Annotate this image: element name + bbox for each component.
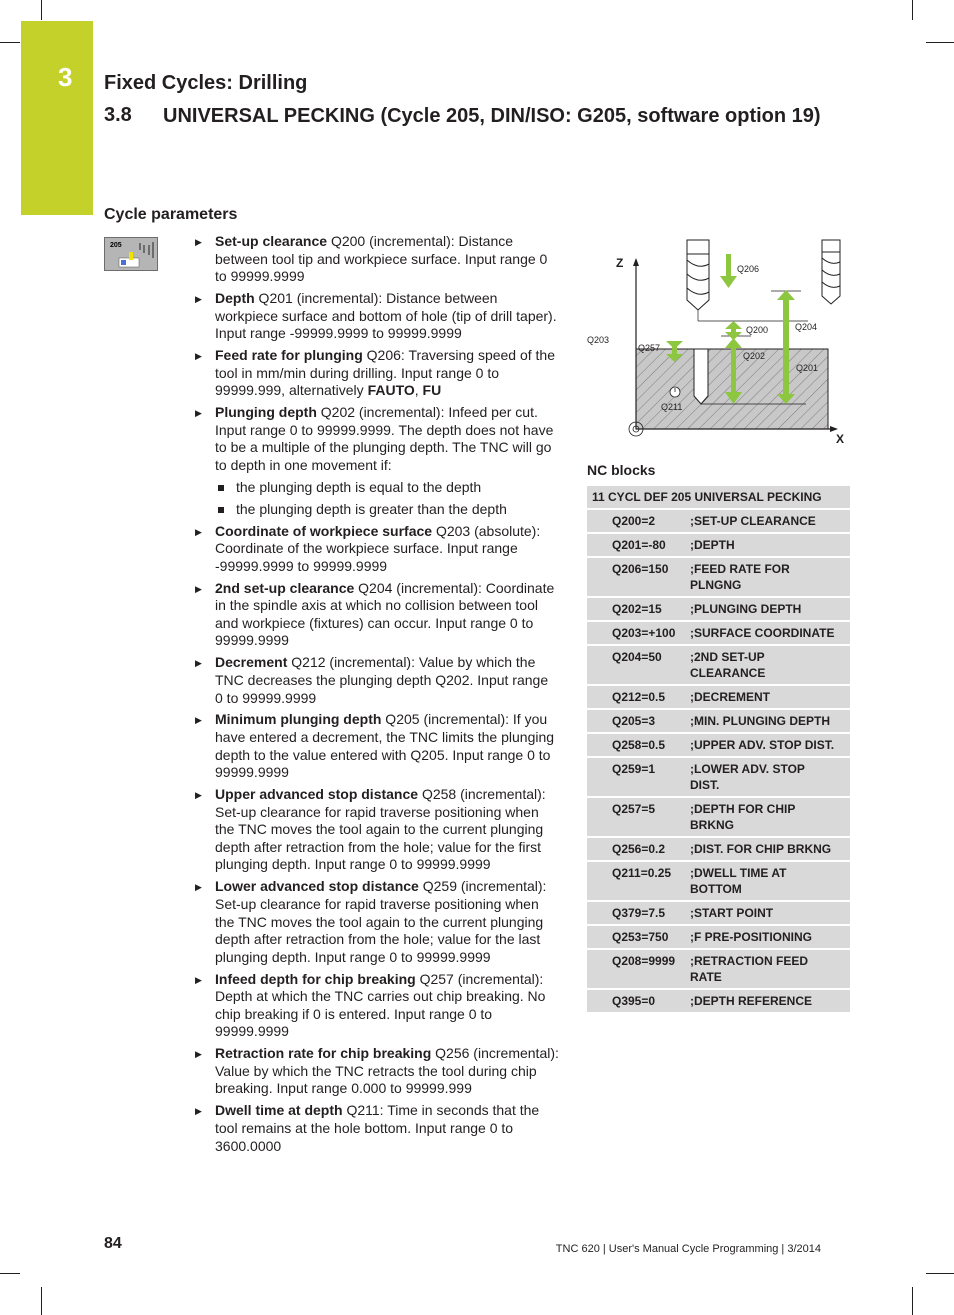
param-desc: Q257 (incremental): Depth at which the TNC carries out chip breaking. No chip breaking if 0 is entered. Input range 0 to 99999.9999 — [215, 970, 546, 1040]
nc-desc: ;DEPTH — [686, 533, 850, 557]
cycle-parameters-heading: Cycle parameters — [104, 206, 238, 223]
param-desc: Q204 (incremental): Coordinate in the spindle axis at which no collision between tool and workpiece (fixtures) can occur. Input range 0 to 99999.9999 — [215, 579, 555, 649]
nc-code: Q395=0 — [587, 989, 686, 1013]
table-row — [587, 901, 850, 925]
param-name: Coordinate of workpiece surface — [215, 522, 433, 539]
table-header-row — [587, 486, 850, 509]
crop-mark — [41, 0, 42, 20]
param-name: Feed rate for plunging — [215, 347, 363, 364]
param-desc: Q201 (incremental): Distance between workpiece surface and bottom of hole (tip of drill taper). Input range -99999.9999 to 99999.9999 — [215, 290, 557, 342]
table-row — [587, 597, 850, 621]
table-row — [587, 837, 850, 861]
param-item — [193, 1102, 559, 1155]
nc-code: Q202=15 — [587, 597, 686, 621]
table-header: 11 CYCL DEF 205 UNIVERSAL PECKING — [587, 486, 850, 509]
table-row — [587, 861, 850, 901]
param-desc: Q200 (incremental): Distance between tool tip and workpiece surface. Input range 0 to 99999.9999 — [215, 233, 548, 285]
crop-mark — [0, 1273, 20, 1274]
condition-list — [215, 479, 559, 519]
nc-desc: ;FEED RATE FOR PLNGNG — [686, 557, 850, 597]
param-item — [193, 786, 559, 874]
nc-blocks-table — [587, 486, 850, 1014]
nc-code: Q205=3 — [587, 709, 686, 733]
z-axis-label: Z — [616, 256, 624, 270]
param-desc: Q203 (absolute): Coordinate of the workpiece surface. Input range -99999.9999 to 99999.9999 — [215, 522, 541, 574]
nc-desc: ;DWELL TIME AT BOTTOM — [686, 861, 850, 901]
param-name: Dwell time at depth — [215, 1102, 343, 1119]
section-title: UNIVERSAL PECKING (Cycle 205, DIN/ISO: G205, software option 19) — [163, 105, 821, 127]
param-desc: Q258 (incremental): Set-up clearance for rapid traverse positioning when the TNC moves the tool again to the current plunging depth after retraction from the hole; value for the first plunging depth. Input range 0 to 99999.9999 — [215, 786, 546, 873]
nc-code: Q201=-80 — [587, 533, 686, 557]
nc-desc: ;F PRE-POSITIONING — [686, 925, 850, 949]
condition-item: the plunging depth is equal to the depth — [215, 479, 559, 497]
nc-desc: ;SURFACE COORDINATE — [686, 621, 850, 645]
chapter-number: 3 — [58, 62, 73, 92]
label-q257: Q257 — [638, 343, 661, 353]
nc-code: Q211=0.25 — [587, 861, 686, 901]
param-desc: Q202 (incremental): Infeed per cut. Input range 0 to 99999.9999. The depth does not have to be a multiple of the plunging depth. The TNC will go to depth in one movement if: — [215, 404, 554, 474]
z-axis-arrow-icon — [633, 258, 639, 266]
label-q202: Q202 — [743, 351, 766, 361]
nc-desc: ;DECREMENT — [686, 685, 850, 709]
table-row — [587, 685, 850, 709]
param-name: Lower advanced stop distance — [215, 878, 419, 895]
nc-code: Q204=50 — [587, 645, 686, 685]
table-row — [587, 797, 850, 837]
crop-mark — [912, 1287, 913, 1315]
crop-mark — [926, 42, 954, 43]
nc-code: Q208=9999 — [587, 949, 686, 989]
param-item — [193, 233, 559, 286]
table-row — [587, 533, 850, 557]
drill-hole — [694, 349, 708, 404]
param-option: FU — [422, 382, 442, 399]
nc-desc: ;START POINT — [686, 901, 850, 925]
label-q201: Q201 — [796, 363, 819, 373]
param-name: Depth — [215, 290, 255, 307]
param-name: Set-up clearance — [215, 233, 328, 249]
nc-desc: ;DEPTH FOR CHIP BRKNG — [686, 797, 850, 837]
nc-desc: ;DIST. FOR CHIP BRKNG — [686, 837, 850, 861]
label-q200: Q200 — [746, 325, 769, 335]
nc-code: Q259=1 — [587, 757, 686, 797]
nc-desc: ;RETRACTION FEED RATE — [686, 949, 850, 989]
nc-code: Q256=0.2 — [587, 837, 686, 861]
label-q203: Q203 — [587, 335, 610, 345]
param-item — [193, 523, 559, 576]
section-number: 3.8 — [104, 104, 132, 126]
label-q204: Q204 — [795, 322, 818, 332]
param-item — [193, 290, 559, 343]
param-desc: Q212 (incremental): Value by which the TNC decreases the plunging depth Q202. Input range 0 to 99999.9999 — [215, 654, 549, 706]
param-name: Plunging depth — [215, 404, 317, 421]
softkey-graphic — [105, 238, 157, 270]
param-separator: , — [414, 382, 423, 399]
param-desc: Q206: Traversing speed of the tool in mm/min during drilling. Input range 0 to 99999.999, alternatively — [215, 347, 556, 399]
param-name: 2nd set-up clearance — [215, 579, 355, 596]
param-name: Decrement — [215, 654, 288, 671]
param-item — [193, 1045, 559, 1098]
nc-code: Q200=2 — [587, 509, 686, 533]
crop-mark — [0, 42, 20, 43]
table-row — [587, 621, 850, 645]
label-q211: Q211 — [661, 402, 683, 412]
param-item — [193, 971, 559, 1041]
nc-code: Q212=0.5 — [587, 685, 686, 709]
drill-tool-icon — [687, 240, 709, 310]
param-desc: Q205 (incremental): If you have entered a decrement, the TNC limits the plunging depth to the value entered with Q205. Input range 0 to 99999.9999 — [215, 711, 555, 781]
footer-text: TNC 620 | User's Manual Cycle Programming | 3/2014 — [555, 1243, 821, 1255]
label-q206: Q206 — [737, 264, 760, 274]
crop-mark — [926, 1273, 954, 1274]
condition-item: the plunging depth is greater than the depth — [215, 501, 559, 519]
x-axis-label: X — [836, 432, 845, 446]
param-item — [193, 347, 559, 400]
nc-desc: ;MIN. PLUNGING DEPTH — [686, 709, 850, 733]
table-row — [587, 509, 850, 533]
page-number: 84 — [104, 1235, 122, 1252]
nc-desc: ;LOWER ADV. STOP DIST. — [686, 757, 850, 797]
nc-blocks-heading: NC blocks — [587, 462, 656, 478]
chapter-tab — [21, 21, 93, 215]
nc-desc: ;SET-UP CLEARANCE — [686, 509, 850, 533]
table-row — [587, 557, 850, 597]
nc-code: Q379=7.5 — [587, 901, 686, 925]
crop-mark — [912, 0, 913, 20]
nc-code: Q257=5 — [587, 797, 686, 837]
crop-mark — [41, 1287, 42, 1315]
table-row — [587, 757, 850, 797]
nc-code: Q258=0.5 — [587, 733, 686, 757]
softkey-label: 205 — [110, 242, 122, 249]
table-row — [587, 645, 850, 685]
nc-desc: ;DEPTH REFERENCE — [686, 989, 850, 1013]
chapter-title: Fixed Cycles: Drilling — [104, 72, 308, 94]
nc-desc: ;UPPER ADV. STOP DIST. — [686, 733, 850, 757]
param-name: Upper advanced stop distance — [215, 786, 419, 803]
param-name: Minimum plunging depth — [215, 711, 382, 728]
nc-code: Q253=750 — [587, 925, 686, 949]
param-item — [193, 654, 559, 707]
cycle-softkey-icon — [104, 237, 158, 271]
param-option: FAUTO — [367, 382, 415, 399]
retracted-tool-icon — [822, 240, 840, 304]
param-name: Retraction rate for chip breaking — [215, 1045, 432, 1062]
param-desc: Q256 (incremental): Value by which the TNC retracts the tool during chip breaking. Input range 0.000 to 99999.999 — [215, 1045, 559, 1097]
table-row — [587, 989, 850, 1013]
param-item — [193, 711, 559, 781]
table-row — [587, 925, 850, 949]
pecking-cycle-diagram — [586, 236, 850, 448]
parameter-list — [193, 233, 559, 1159]
param-name: Infeed depth for chip breaking — [215, 970, 416, 987]
param-item — [193, 580, 559, 650]
nc-desc: ;PLUNGING DEPTH — [686, 597, 850, 621]
param-item — [193, 878, 559, 966]
table-row — [587, 949, 850, 989]
param-desc: Q211: Time in seconds that the tool remains at the hole bottom. Input range 0 to 3600.0000 — [215, 1102, 540, 1154]
nc-code: Q206=150 — [587, 557, 686, 597]
nc-code: Q203=+100 — [587, 621, 686, 645]
param-item — [193, 404, 559, 518]
param-desc: Q259 (incremental): Set-up clearance for rapid traverse positioning when the TNC moves the tool again to the current plunging depth after retraction from the hole; value for the last plunging depth. Input range 0 to 99999.9999 — [215, 878, 547, 965]
nc-desc: ;2ND SET-UP CLEARANCE — [686, 645, 850, 685]
table-row — [587, 709, 850, 733]
table-row — [587, 733, 850, 757]
